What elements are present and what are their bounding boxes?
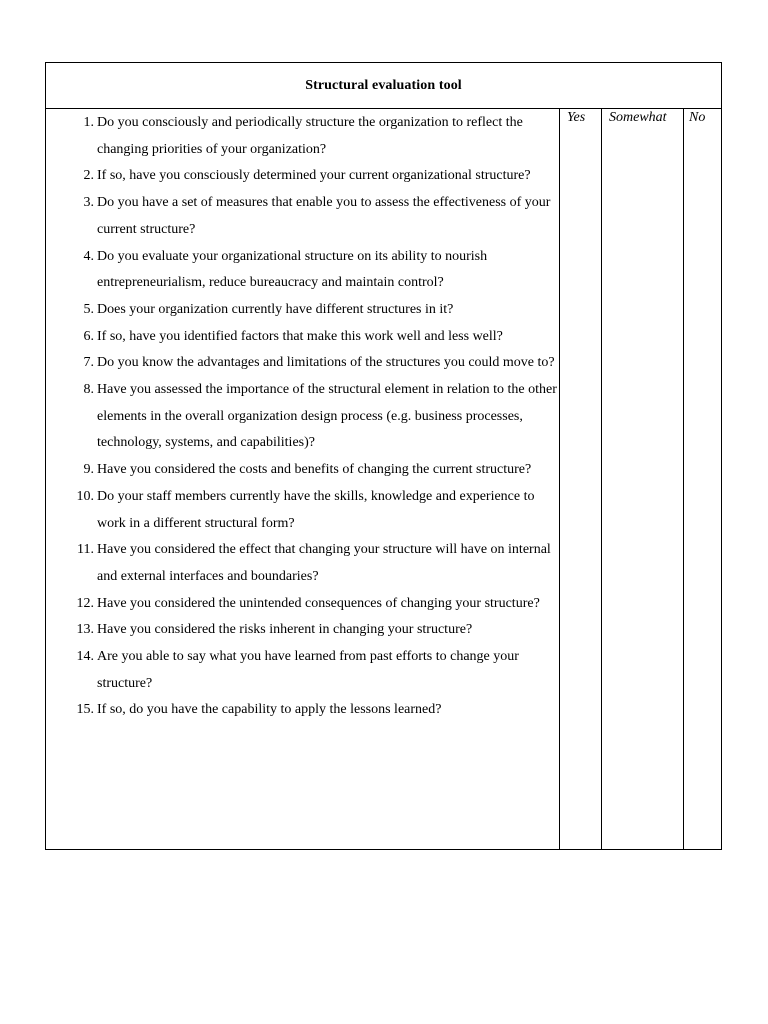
column-divider-yes	[559, 109, 560, 849]
question-item	[46, 484, 559, 537]
question-item	[46, 591, 559, 618]
column-header-yes: Yes	[567, 110, 586, 125]
question-item	[46, 297, 559, 324]
evaluation-table	[45, 62, 722, 850]
question-text: Do you have a set of measures that enable you to assess the effectiveness of your current structure?	[97, 195, 551, 237]
question-text: Do your staff members currently have the skills, knowledge and experience to work in a different structural form?	[97, 488, 535, 531]
question-number: 15.	[76, 702, 94, 718]
question-item	[46, 324, 559, 351]
question-number: 5.	[83, 301, 94, 317]
question-item	[46, 537, 559, 590]
question-item	[46, 110, 559, 163]
question-text: Do you consciously and periodically structure the organization to reflect the changing priorities of your organization?	[97, 115, 523, 157]
table-title: Structural evaluation tool	[305, 77, 462, 93]
table-title-row	[46, 63, 721, 109]
question-number: 1.	[83, 115, 94, 130]
question-text: If so, have you identified factors that make this work well and less well?	[97, 328, 503, 344]
question-item	[46, 163, 559, 190]
column-header-no: No	[689, 110, 706, 125]
question-number: 7.	[83, 355, 94, 371]
question-number: 3.	[83, 195, 94, 211]
question-number: 9.	[83, 462, 94, 478]
question-item	[46, 644, 559, 697]
question-item	[46, 457, 559, 484]
question-text: If so, do you have the capability to apply the lessons learned?	[97, 702, 442, 718]
question-list	[46, 110, 559, 724]
question-number: 12.	[76, 595, 94, 611]
question-item	[46, 190, 559, 243]
question-number: 4.	[83, 248, 94, 264]
question-text: If so, have you consciously determined your current organizational structure?	[97, 168, 531, 184]
question-number: 6.	[83, 328, 94, 344]
question-text: Have you considered the costs and benefits of changing the current structure?	[97, 462, 532, 478]
column-header-somewhat: Somewhat	[609, 110, 667, 125]
question-text: Have you assessed the importance of the structural element in relation to the other elements in the overall organization design process (e.g. business processes, technology, systems, and capabilities)?	[97, 382, 557, 451]
question-text: Have you considered the risks inherent in changing your structure?	[97, 622, 473, 638]
question-number: 2.	[83, 168, 94, 184]
question-text: Have you considered the effect that changing your structure will have on internal and external interfaces and boundaries?	[97, 542, 551, 584]
question-text: Does your organization currently have different structures in it?	[97, 301, 454, 317]
question-text: Have you considered the unintended consequences of changing your structure?	[97, 595, 540, 611]
column-divider-somewhat	[601, 109, 602, 849]
question-item	[46, 244, 559, 297]
question-text: Are you able to say what you have learned from past efforts to change your structure?	[97, 649, 519, 691]
question-text: Do you know the advantages and limitations of the structures you could move to?	[97, 355, 555, 371]
question-number: 14.	[76, 649, 94, 665]
column-divider-no	[683, 109, 684, 849]
question-item	[46, 350, 559, 377]
question-number: 10.	[76, 488, 94, 504]
question-number: 13.	[76, 622, 94, 638]
question-text: Do you evaluate your organizational structure on its ability to nourish entrepreneurialism, reduce bureaucracy and maintain control?	[97, 248, 488, 291]
question-item	[46, 697, 559, 724]
question-number: 11.	[77, 542, 94, 558]
question-number: 8.	[83, 382, 94, 398]
question-item	[46, 377, 559, 457]
question-item	[46, 617, 559, 644]
